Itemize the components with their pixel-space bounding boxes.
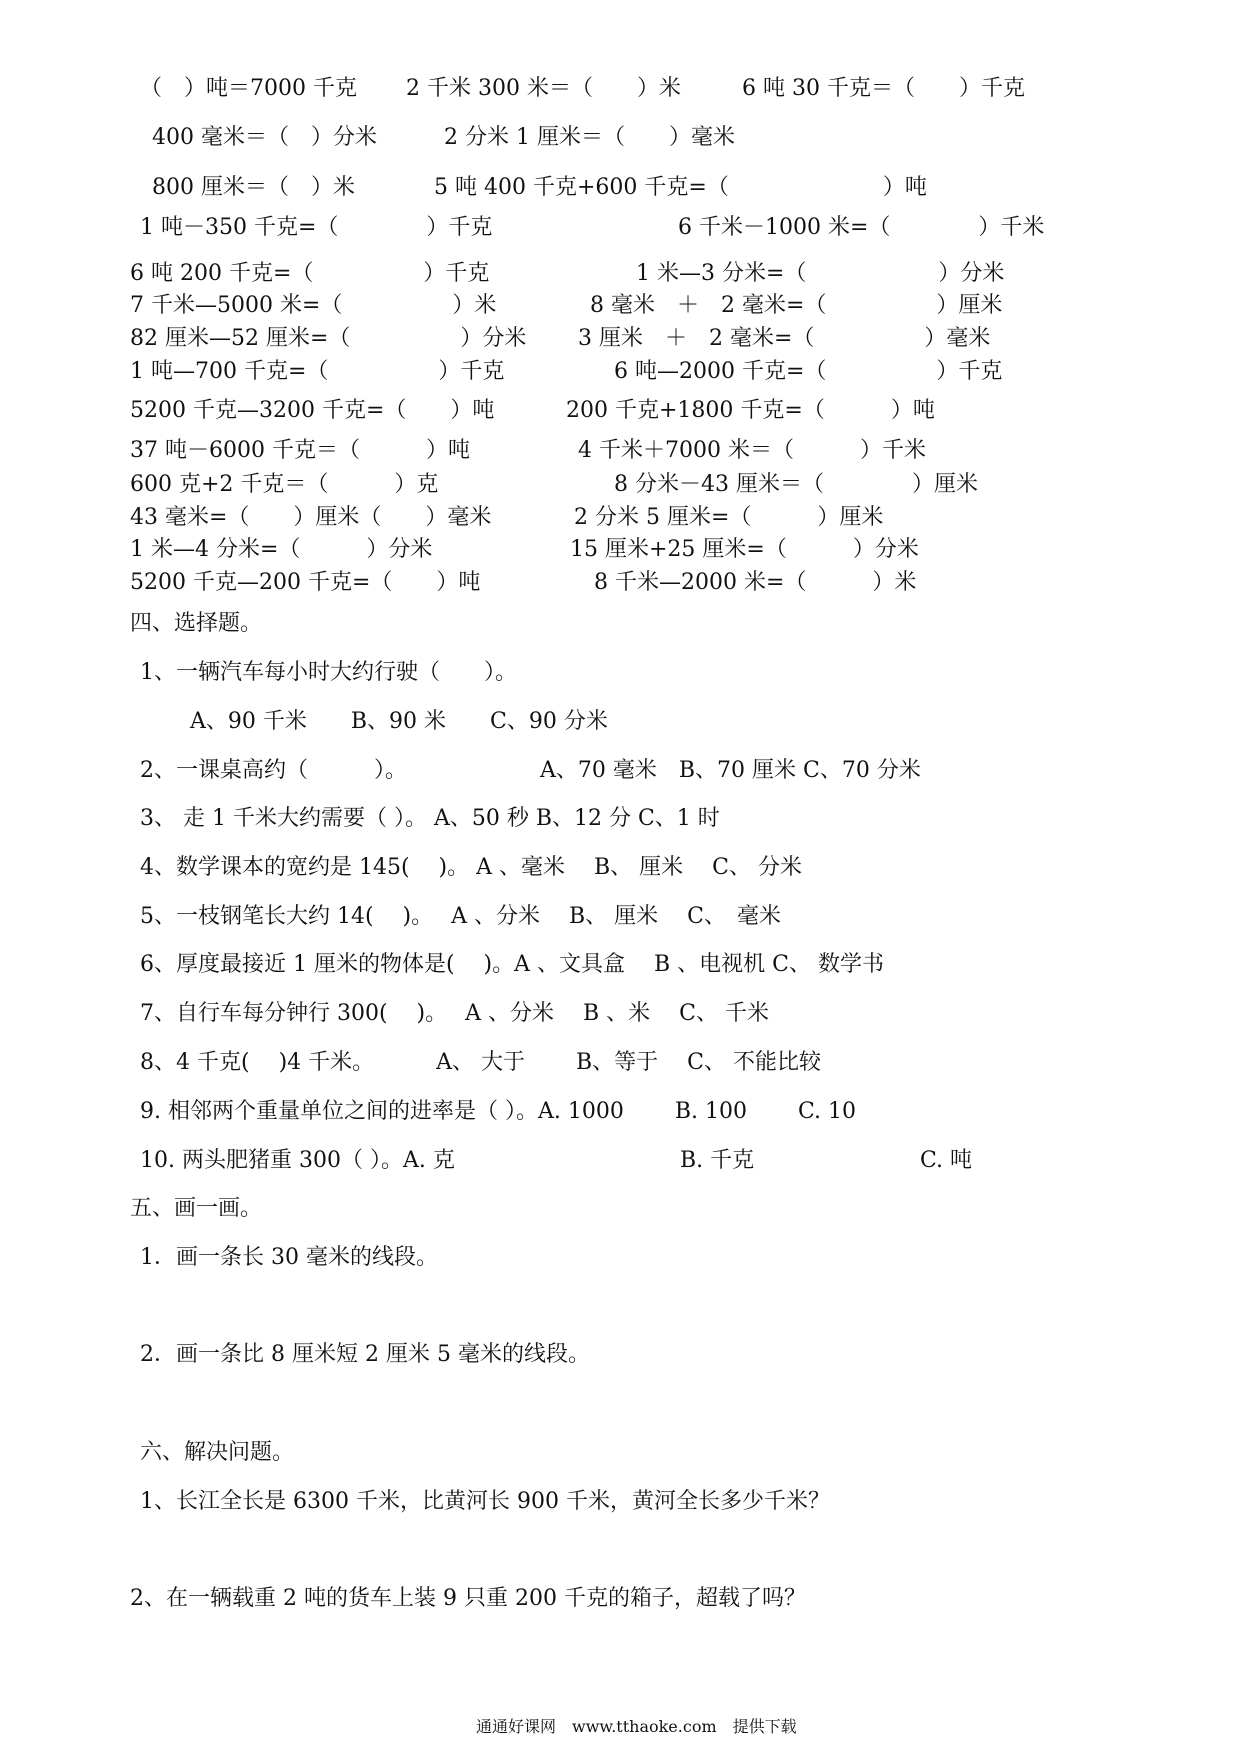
conversion-item: 43 毫米=（ ）厘米（ ）毫米 bbox=[130, 505, 492, 530]
conversion-item: 1 米—4 分米=（ ）分米 bbox=[130, 537, 433, 562]
conversion-item: 1 吨－350 千克=（ ）千克 bbox=[140, 215, 493, 240]
conversion-item: 3 厘米 ＋ 2 毫米=（ ）毫米 bbox=[578, 326, 991, 351]
conversion-item: 5200 千克—200 千克=（ ）吨 bbox=[130, 570, 481, 595]
conversion-item: 6 千米－1000 米=（ ）千米 bbox=[678, 215, 1045, 240]
conversion-item: 4 千米＋7000 米＝（ ）千米 bbox=[578, 438, 926, 463]
conversion-item: 1 米—3 分米=（ ）分米 bbox=[636, 261, 1005, 286]
conversion-item: 15 厘米+25 厘米=（ ）分米 bbox=[570, 537, 919, 562]
conversion-item: 5 吨 400 千克+600 千克=（ ）吨 bbox=[434, 175, 927, 200]
section-title: 五、画一画。 bbox=[130, 1196, 263, 1221]
conversion-item: 8 千米—2000 米=（ ）米 bbox=[594, 570, 917, 595]
question-text: 2、在一辆载重 2 吨的货车上装 9 只重 200 千克的箱子，超载了吗？ bbox=[130, 1586, 806, 1611]
conversion-item: 2 千米 300 米＝（ ）米 bbox=[406, 76, 681, 101]
page-footer: 通通好课网 www.tthaoke.com 提供下载 bbox=[476, 1717, 797, 1736]
conversion-item: 600 克+2 千克＝（ ）克 bbox=[130, 472, 439, 497]
question-options: B. 千克 bbox=[680, 1148, 755, 1173]
conversion-item: 8 分米－43 厘米＝（ ）厘米 bbox=[614, 472, 978, 497]
conversion-item: 800 厘米＝（ ）米 bbox=[152, 175, 355, 200]
question-text: 1．画一条长 30 毫米的线段。 bbox=[140, 1245, 438, 1270]
conversion-item: 200 千克+1800 千克=（ ）吨 bbox=[566, 398, 935, 423]
question-text: 8、4 千克( )4 千米。 A、 大于 B、等于 C、 不能比较 bbox=[140, 1050, 821, 1075]
conversion-item: 2 分米 1 厘米＝（ ）毫米 bbox=[444, 125, 735, 150]
question-options: A、90 千米 B、90 米 C、90 分米 bbox=[190, 709, 608, 734]
conversion-item: 6 吨—2000 千克=（ ）千克 bbox=[614, 359, 1003, 384]
question-options: C. 吨 bbox=[920, 1148, 973, 1173]
conversion-item: 5200 千克—3200 千克=（ ）吨 bbox=[130, 398, 495, 423]
question-text: 5、一枝钢笔长大约 14( )。 A 、分米 B、 厘米 C、 毫米 bbox=[140, 904, 781, 929]
question-text: 9. 相邻两个重量单位之间的进率是（ ）。A. 1000 B. 100 C. 10 bbox=[140, 1099, 857, 1124]
conversion-item: 8 毫米 ＋ 2 毫米=（ ）厘米 bbox=[590, 293, 1003, 318]
conversion-item: 1 吨—700 千克=（ ）千克 bbox=[130, 359, 505, 384]
question-text: 2、一课桌高约（ ）。 bbox=[140, 758, 407, 783]
question-text: 7、自行车每分钟行 300( )。 A 、分米 B 、米 C、 千米 bbox=[140, 1001, 769, 1026]
conversion-item: 6 吨 30 千克＝（ ）千克 bbox=[742, 76, 1025, 101]
section-title: 四、选择题。 bbox=[130, 611, 263, 636]
conversion-item: 400 毫米＝（ ）分米 bbox=[152, 125, 377, 150]
conversion-item: 37 吨－6000 千克＝（ ）吨 bbox=[130, 438, 470, 463]
conversion-item: （ ）吨＝7000 千克 bbox=[140, 76, 357, 101]
question-text: 1、长江全长是 6300 千米，比黄河长 900 千米，黄河全长多少千米？ bbox=[140, 1489, 830, 1514]
question-options: A、70 毫米 B、70 厘米 C、70 分米 bbox=[540, 758, 921, 783]
conversion-item: 82 厘米—52 厘米=（ ）分米 bbox=[130, 326, 527, 351]
section-title: 六、解决问题。 bbox=[140, 1440, 295, 1465]
conversion-item: 6 吨 200 千克=（ ）千克 bbox=[130, 261, 490, 286]
conversion-item: 2 分米 5 厘米=（ ）厘米 bbox=[574, 505, 884, 530]
question-text: 6、厚度最接近 1 厘米的物体是( )。A 、文具盒 B 、电视机 C、 数学书 bbox=[140, 952, 884, 977]
question-text: 3、 走 1 千米大约需要（ ）。 A、50 秒 B、12 分 C、1 时 bbox=[140, 806, 720, 831]
conversion-item: 7 千米—5000 米=（ ）米 bbox=[130, 293, 497, 318]
question-text: 1、一辆汽车每小时大约行驶（ ）。 bbox=[140, 660, 517, 685]
question-text: 2．画一条比 8 厘米短 2 厘米 5 毫米的线段。 bbox=[140, 1342, 590, 1367]
question-text: 10. 两头肥猪重 300（ ）。A. 克 bbox=[140, 1148, 455, 1173]
question-text: 4、数学课本的宽约是 145( )。 A 、毫米 B、 厘米 C、 分米 bbox=[140, 855, 802, 880]
